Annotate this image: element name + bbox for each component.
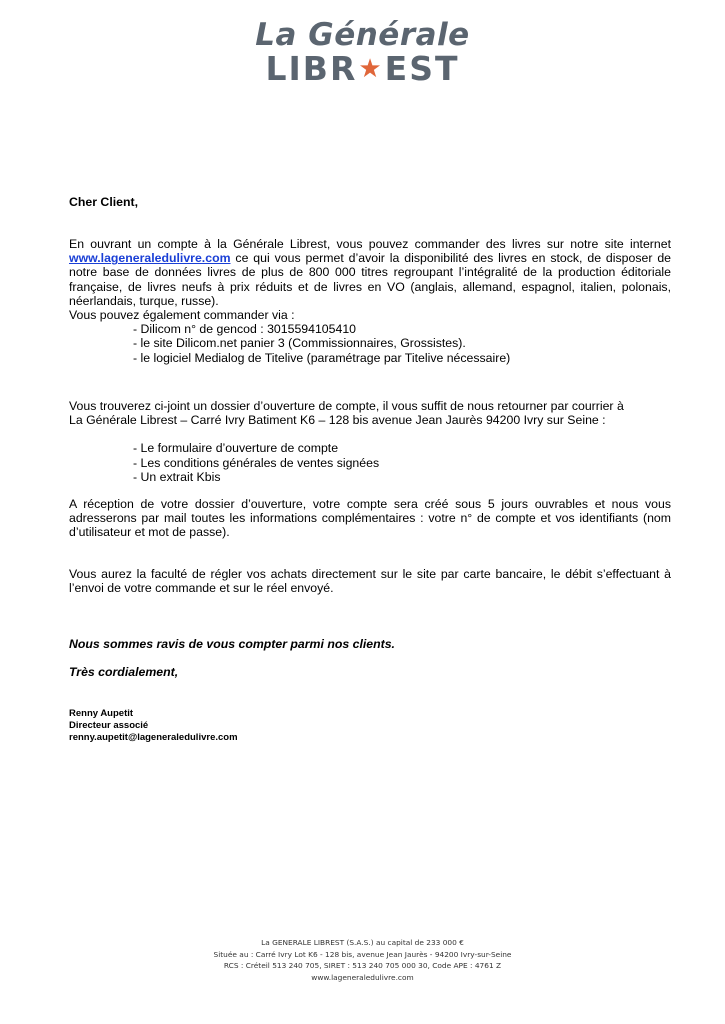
signature-name: Renny Aupetit (69, 708, 134, 719)
footer-line: La GENERALE LIBREST (S.A.S.) au capital de 233 000 € (261, 938, 464, 947)
paragraph-dossier (69, 399, 671, 484)
paragraph-account-rest: ce qui vous permet d’avoir la disponibilité des livres en stock, de disposer de notre base de données livres de plus de 800 000 titres regroupant l’intégralité de la production éditoriale française, de livres neufs à prix réduits et de livres en VO (anglais, allemand, espagnol, italien, polonais, néerlandais, turque, russe). (69, 251, 671, 308)
salutation: Cher Client, (69, 195, 139, 209)
signature-email[interactable]: renny.aupetit@lageneraledulivre.com (69, 732, 238, 743)
dossier-line-2: La Générale Librest – Carré Ivry Batiment K6 – 128 bis avenue Jean Jaurès 94200 Ivry sur Seine : (69, 413, 606, 428)
signature-block (69, 708, 238, 744)
company-logo (0, 18, 725, 86)
closing-line-2: Très cordialement, (69, 665, 179, 679)
page-footer (0, 937, 725, 983)
star-icon: ★ (358, 54, 384, 84)
order-via-label: Vous pouvez également commander via : (69, 308, 295, 323)
logo-line-2-end: EST (384, 49, 460, 88)
paragraph-reception: A réception de votre dossier d’ouverture, votre compte sera créé sous 5 jours ouvrables et nous vous adresserons par mail toutes les informations complémentaires : votre n° de compte et vos identifiants (nom d’utilisateur et mot de passe). (69, 497, 671, 540)
dossier-line-1: Vous trouverez ci-joint un dossier d’ouverture de compte, il vous suffit de nous retourner par courrier à (69, 399, 624, 413)
logo-line-1: La Générale (255, 17, 470, 53)
paragraph-account-text (69, 237, 671, 308)
order-channel-item: - Dilicom n° de gencod : 3015594105410 (133, 322, 357, 337)
footer-line: RCS : Créteil 513 240 705, SIRET : 513 240 705 000 30, Code APE : 4761 Z (223, 961, 502, 971)
footer-website[interactable]: www.lageneraledulivre.com (311, 972, 414, 982)
order-channel-item: - le site Dilicom.net panier 3 (Commissionnaires, Grossistes). (133, 336, 466, 351)
dossier-item: - Un extrait Kbis (133, 469, 221, 484)
website-link[interactable]: www.lageneraledulivre.com (69, 251, 231, 266)
logo-line-2 (0, 49, 725, 88)
paragraph-account-intro: En ouvrant un compte à la Générale Librest, vous pouvez commander des livres sur notre site internet (69, 237, 671, 251)
paragraph-payment: Vous aurez la faculté de régler vos achats directement sur le site par carte bancaire, le débit s’effectuant à l’envoi de votre commande et sur le réel envoyé. (69, 567, 671, 596)
paragraph-account (69, 237, 671, 365)
dossier-item: - Le formulaire d’ouverture de compte (133, 441, 339, 456)
logo-line-2-start: LIBR (265, 49, 358, 88)
closing-line-1: Nous sommes ravis de vous compter parmi nos clients. (69, 637, 395, 651)
dossier-item: - Les conditions générales de ventes signées (133, 455, 380, 470)
signature-title: Directeur associé (69, 720, 149, 731)
order-channel-item: - le logiciel Medialog de Titelive (paramétrage par Titelive nécessaire) (133, 350, 511, 365)
footer-line: Située au : Carré Ivry Lot K6 - 128 bis, avenue Jean Jaurès - 94200 Ivry-sur-Seine (213, 949, 512, 959)
